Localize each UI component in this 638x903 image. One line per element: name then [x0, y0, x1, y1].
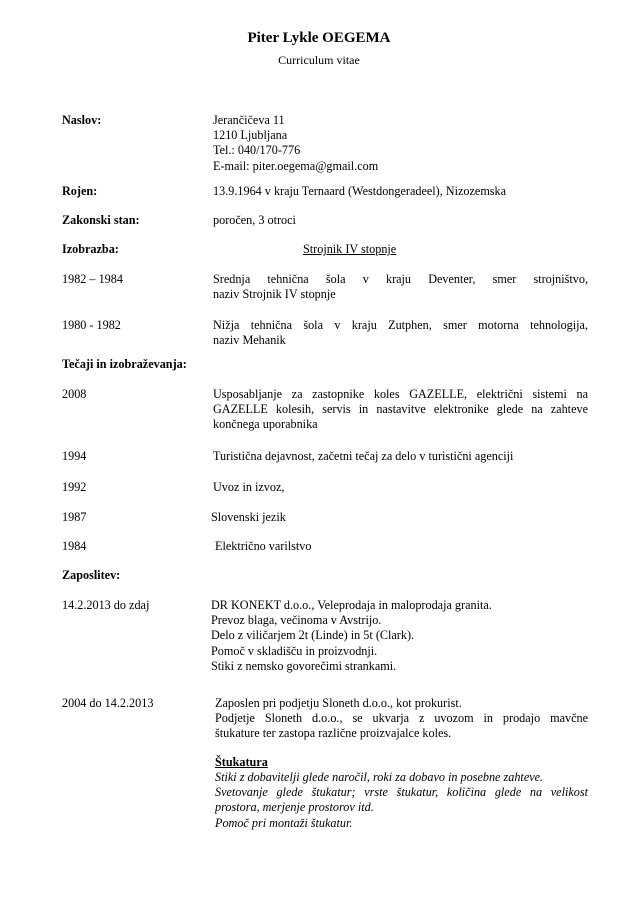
- course-entry-5: Električno varilstvo: [215, 539, 312, 553]
- job-entry-2: [215, 696, 588, 742]
- education-entry-2-line-1: Nižja tehnična šola v kraju Zutphen, smer motorna tehnologija,: [213, 318, 588, 332]
- education-entry-1: [213, 272, 588, 302]
- job-2-section-body: [215, 770, 588, 831]
- job-1-line-3: Delo z viličarjem 2t (Linde) in 5t (Clark).: [211, 628, 415, 643]
- education-heading: Strojnik IV stopnje: [303, 242, 397, 256]
- job-period-1: 14.2.2013 do zdaj: [62, 598, 150, 612]
- course-entry-1-line-2: GAZELLE kolesih, servis in nastavitve elektronike glede na zahteve: [213, 402, 588, 417]
- job-2-section-line-3: prostora, merjenje prostorov itd.: [215, 800, 374, 815]
- job-1-line-5: Stiki z nemsko govorečimi strankami.: [211, 658, 397, 673]
- course-entry-1-line-1: Usposabljanje za zastopnike koles GAZELLE, električni sistemi na: [213, 387, 588, 401]
- course-year-3: 1992: [62, 480, 87, 494]
- job-2-line-1: Zaposlen pri podjetju Sloneth d.o.o., kot prokurist.: [215, 696, 462, 710]
- education-period-2: 1980 - 1982: [62, 318, 121, 332]
- employment-label: Zaposlitev:: [62, 568, 121, 582]
- job-2-line-2: Podjetje Sloneth d.o.o., se ukvarja z uvozom in prodajo mavčne: [215, 711, 588, 726]
- course-year-5: 1984: [62, 539, 87, 553]
- address-label: Naslov:: [62, 113, 102, 127]
- education-entry-1-line-1: Srednja tehnična šola v kraju Deventer, smer strojništvo,: [213, 272, 588, 286]
- education-entry-2-line-2: naziv Mehanik: [213, 333, 286, 348]
- cv-subtitle: Curriculum vitae: [278, 53, 360, 67]
- address-block: [213, 113, 588, 174]
- job-entry-1: [211, 598, 586, 674]
- job-1-line-2: Prevoz blaga, večinoma v Avstrijo.: [211, 613, 382, 628]
- job-1-line-4: Pomoč v skladišču in proizvodnji.: [211, 643, 378, 658]
- course-entry-2: Turistična dejavnost, začetni tečaj za delo v turistični agenciji: [213, 449, 514, 463]
- address-phone: Tel.: 040/170-776: [213, 143, 301, 158]
- cv-name: Piter Lykle OEGEMA: [247, 30, 391, 46]
- education-entry-2: [213, 318, 588, 348]
- born-label: Rojen:: [62, 184, 98, 198]
- course-year-1: 2008: [62, 387, 87, 401]
- courses-label: Tečaji in izobraževanja:: [62, 357, 187, 371]
- job-1-line-1: DR KONEKT d.o.o., Veleprodaja in maloprodaja granita.: [211, 598, 492, 612]
- marital-value: poročen, 3 otroci: [213, 213, 296, 227]
- course-entry-1: [213, 387, 588, 433]
- born-value: 13.9.1964 v kraju Ternaard (Westdongeradeel), Nizozemska: [213, 184, 507, 198]
- education-entry-1-line-2: naziv Strojnik IV stopnje: [213, 287, 336, 302]
- job-2-line-3: štukature ter zastopa različne proizvajalce koles.: [215, 726, 452, 741]
- course-year-2: 1994: [62, 449, 87, 463]
- education-period-1: 1982 – 1984: [62, 272, 123, 286]
- job-2-section-line-4: Pomoč pri montaži štukatur.: [215, 815, 353, 830]
- course-year-4: 1987: [62, 510, 87, 524]
- job-2-section-title: Štukatura: [215, 755, 268, 769]
- job-2-section-line-1: Stiki z dobavitelji glede naročil, roki za dobavo in posebne zahteve.: [215, 770, 544, 784]
- course-entry-1-line-3: končnega uporabnika: [213, 417, 318, 432]
- education-label: Izobrazba:: [62, 242, 119, 256]
- course-entry-4: Slovenski jezik: [211, 510, 286, 524]
- address-email: E-mail: piter.oegema@gmail.com: [213, 158, 379, 173]
- job-2-section-line-2: Svetovanje glede štukatur; vrste štukatur, količina glede na velikost: [215, 785, 588, 800]
- address-city: 1210 Ljubljana: [213, 128, 288, 143]
- course-entry-3: Uvoz in izvoz,: [213, 480, 285, 494]
- address-street: Jerančičeva 11: [213, 113, 285, 127]
- job-period-2: 2004 do 14.2.2013: [62, 696, 154, 710]
- marital-label: Zakonski stan:: [62, 213, 140, 227]
